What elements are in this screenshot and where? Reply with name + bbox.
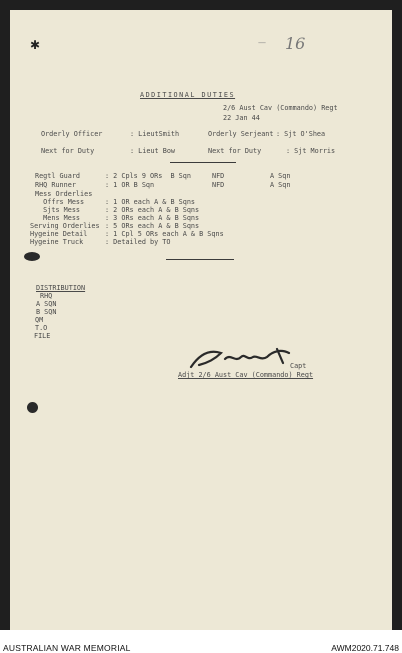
duty-col3: NFD — [212, 181, 225, 189]
duty-label: Offrs Mess — [35, 198, 85, 206]
duty-label: RHQ Runner — [35, 181, 76, 189]
duty-label: Hygeine Detail — [30, 230, 88, 238]
duty-col3: NFD — [212, 172, 225, 180]
handwritten-signature — [185, 345, 295, 373]
duty-col4: A Sqn — [270, 172, 291, 180]
divider-bottom — [166, 259, 234, 260]
next-duty-label-officer: Next for Duty — [41, 147, 95, 155]
duty-label: Hygeine Truck — [30, 238, 84, 246]
duty-value: : 2 ORs each A & B Sqns — [105, 206, 200, 214]
orderly-sergeant-label: Orderly Serjeant — [208, 130, 274, 138]
distribution-heading: DISTRIBUTION — [36, 284, 86, 292]
pencil-mark-icon: — — [258, 38, 266, 47]
orderly-officer-value: : LieutSmith — [130, 130, 180, 138]
duty-label: Mens Mess — [35, 214, 81, 222]
duty-value: : 1 OR each A & B Sqns — [105, 198, 196, 206]
signature-rank: Capt — [290, 362, 307, 370]
distribution-item: B SQN — [36, 308, 57, 316]
duty-label: Regtl Guard — [35, 172, 81, 180]
next-officer-value: : Lieut Bow — [130, 147, 176, 155]
folio-number: 16 — [285, 34, 306, 53]
distribution-item: A SQN — [36, 300, 57, 308]
distribution-item: FILE — [34, 332, 51, 340]
document-heading: ADDITIONAL DUTIES — [140, 91, 236, 99]
corner-mark-icon: ✱ — [30, 38, 41, 52]
duty-value: : 5 ORs each A & B Sqns — [105, 222, 200, 230]
duty-value: : 1 Cpl 5 ORs each A & B Sqns — [105, 230, 224, 238]
punch-hole — [24, 252, 40, 261]
divider-top — [170, 162, 236, 163]
duty-label: Serving Orderlies — [30, 222, 100, 230]
duty-col4: A Sqn — [270, 181, 291, 189]
distribution-item: QM — [35, 316, 44, 324]
duty-label: Mess Orderlies — [35, 190, 93, 198]
signature-title: Adjt 2/6 Aust Cav (Commando) Regt — [178, 371, 314, 379]
duty-value: : 2 Cpls 9 ORs B Sqn — [105, 172, 191, 180]
orderly-officer-label: Orderly Officer — [41, 130, 103, 138]
duty-value: : 1 OR B Sqn — [105, 181, 155, 189]
duty-value: : Detailed by TO — [105, 238, 171, 246]
next-duty-label-sergeant: Next for Duty — [208, 147, 262, 155]
next-sergeant-value: : Sjt Morris — [286, 147, 336, 155]
document-date: 22 Jan 44 — [223, 114, 260, 122]
document-page — [10, 10, 392, 630]
footer-accession-number: AWM2020.71.748 — [331, 643, 399, 653]
orderly-sergeant-value: : Sjt O'Shea — [276, 130, 326, 138]
distribution-item: RHQ — [40, 292, 53, 300]
duty-value: : 3 ORs each A & B Sqns — [105, 214, 200, 222]
duty-label: Sjts Mess — [35, 206, 81, 214]
punch-hole — [27, 402, 38, 413]
unit-name: 2/6 Aust Cav (Commando) Regt — [223, 104, 338, 112]
footer-institution: AUSTRALIAN WAR MEMORIAL — [3, 643, 131, 653]
distribution-item: T.O — [35, 324, 48, 332]
